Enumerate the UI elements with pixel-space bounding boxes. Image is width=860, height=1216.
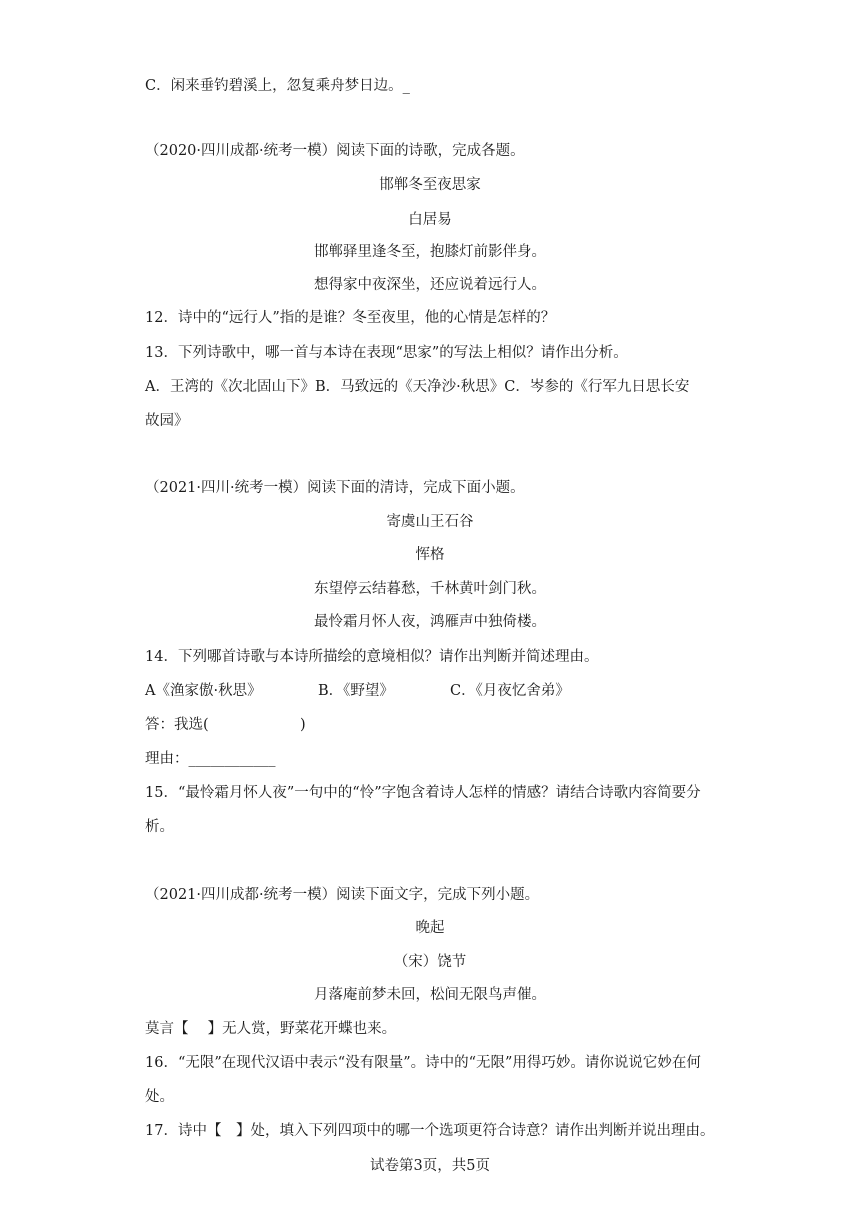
question-14: 14．下列哪首诗歌与本诗所描绘的意境相似？请作出判断并简述理由。: [145, 649, 599, 665]
poem-verse: 东望停云结暮愁，千林黄叶剑门秋。: [314, 581, 546, 597]
poem-verse: 最怜霜月怀人夜，鸿雁声中独倚楼。: [314, 614, 546, 630]
question-16: 16．“无限”在现代汉语中表示“没有限量”。诗中的“无限”用得巧妙。请你说说它妙在何: [145, 1055, 701, 1071]
option-c-line: C．闲来垂钓碧溪上，忽复乘舟梦日边。_: [145, 78, 410, 94]
section-intro: （2021·四川成都·统考一模）阅读下面文字，完成下列小题。: [145, 887, 540, 903]
poem-verse: 莫言【 】无人赏，野菜花开蝶也来。: [145, 1021, 397, 1037]
question-17: 17．诗中【 】处，填入下列四项中的哪一个选项更符合诗意？请作出判断并说出理由。: [145, 1123, 715, 1139]
poem-verse: 邯郸驿里逢冬至，抱膝灯前影伴身。: [314, 244, 546, 260]
reason-line: 理由：____________: [145, 751, 276, 767]
question-14-option-b: B．《野望》: [318, 683, 394, 699]
question-14-option-c: C．《月夜忆舍弟》: [450, 683, 570, 699]
section-intro: （2020·四川成都·统考一模）阅读下面的诗歌，完成各题。: [145, 143, 525, 159]
question-13-options-cont: 故园》: [145, 413, 189, 429]
poem-verse: 月落庵前梦未回，松间无限鸟声催。: [314, 987, 546, 1003]
answer-close: ): [300, 717, 306, 733]
poem-title: 寄虞山王石谷: [386, 514, 474, 530]
question-14-option-a: A《渔家傲·秋思》: [145, 683, 262, 699]
poem-author: 白居易: [408, 212, 452, 228]
question-15: 15．“最怜霜月怀人夜”一句中的“怜”字饱含着诗人怎样的情感？请结合诗歌内容简要分: [145, 785, 701, 801]
answer-prompt: 答：我选(: [145, 717, 209, 733]
poem-author: （宋）饶节: [393, 954, 467, 970]
question-16-cont: 处。: [145, 1089, 174, 1105]
poem-title: 邯郸冬至夜思家: [379, 177, 481, 193]
question-12: 12．诗中的“远行人”指的是谁？冬至夜里，他的心情是怎样的？: [145, 310, 556, 326]
poem-title: 晚起: [415, 920, 445, 936]
section-intro: （2021·四川·统考一模）阅读下面的清诗，完成下面小题。: [145, 480, 525, 496]
question-15-cont: 析。: [145, 819, 174, 835]
poem-author: 恽格: [415, 547, 445, 563]
question-13: 13．下列诗歌中，哪一首与本诗在表现“思家”的写法上相似？请作出分析。: [145, 345, 628, 361]
question-13-options: A．王湾的《次北固山下》B．马致远的《天净沙·秋思》C．岑参的《行军九日思长安: [145, 379, 690, 395]
page-footer: 试卷第3页，共5页: [370, 1158, 490, 1174]
poem-verse: 想得家中夜深坐，还应说着远行人。: [314, 277, 546, 293]
